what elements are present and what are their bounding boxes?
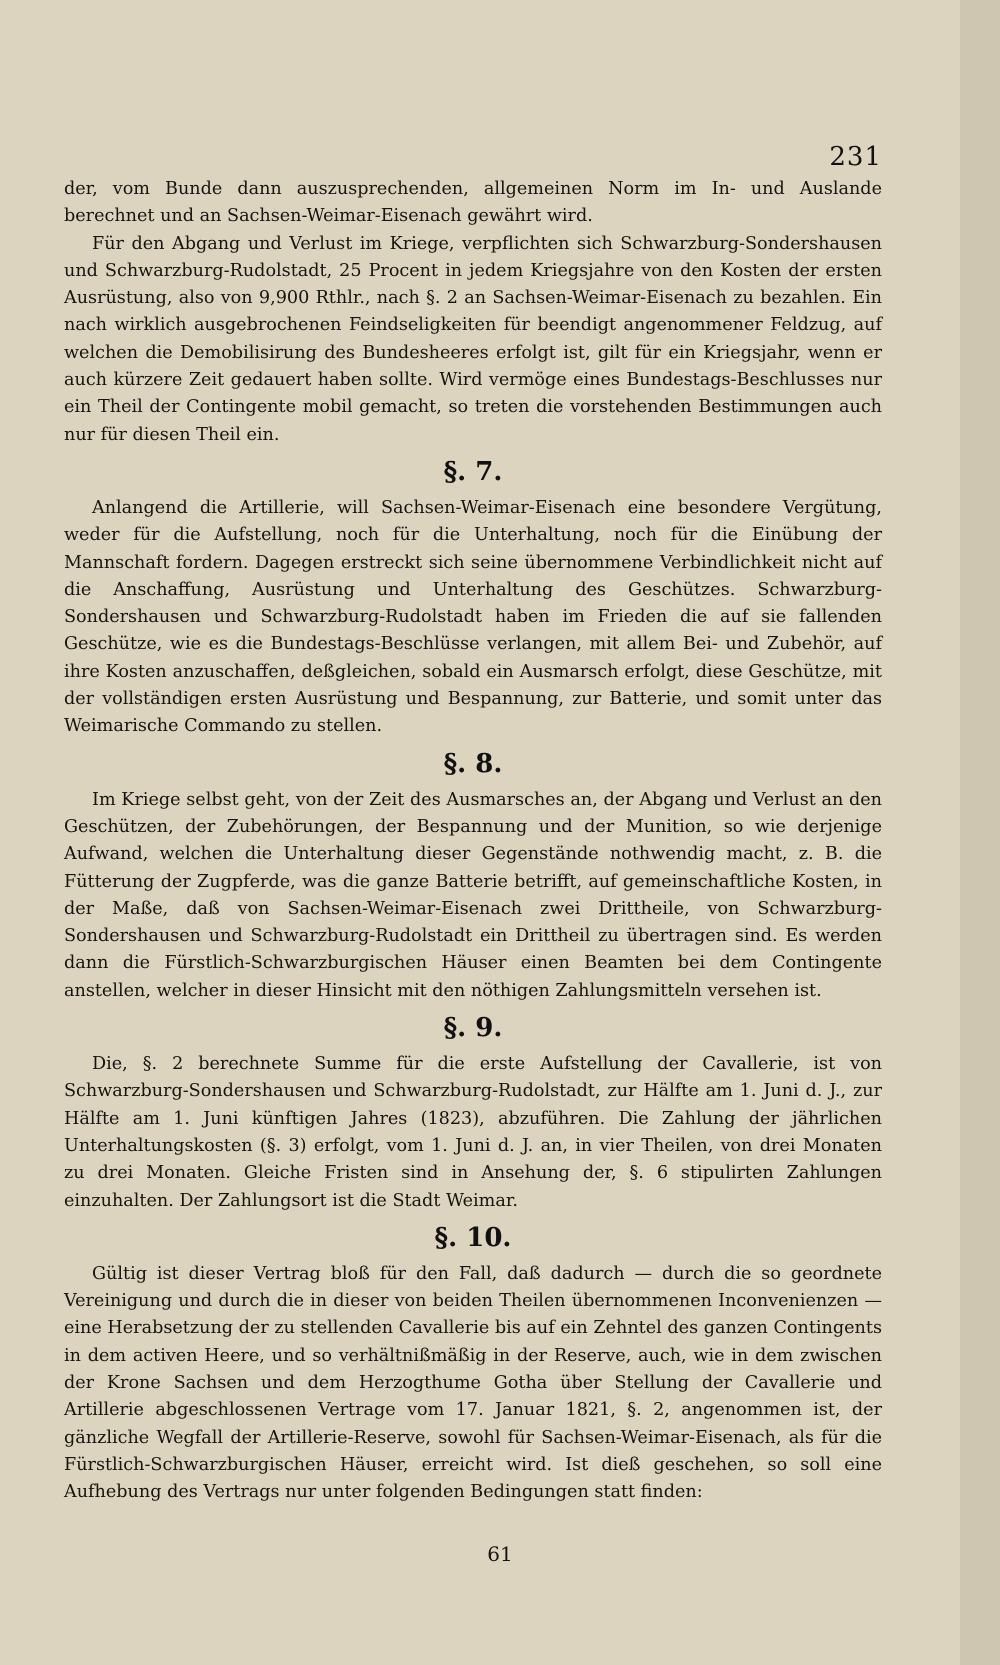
signature-mark: 61	[487, 1542, 513, 1566]
paragraph: Gültig ist dieser Vertrag bloß für den Fall, daß dadurch — durch die so geordnete Vereinigung und durch die in dieser von beiden Theilen übernommenen Inconvenienzen — eine Herabsetzung der zu stellenden Cavallerie bis auf ein Zehntel des ganzen Contingents in dem activen Heere, und so verhältnißmäßig in der Reserve, auch, wie in dem zwischen der Krone Sachsen und dem Herzogthume Gotha über Stellung der Cavallerie und Artillerie abgeschlossenen Vertrage vom 17. Januar 1821, §. 2, angenommen ist, der gänzliche Wegfall der Artillerie-Reserve, sowohl für Sachsen-Weimar-Eisenach, als für die Fürstlich-Schwarzburgischen Häuser, erreicht wird. Ist dieß geschehen, so soll eine Aufhebung des Vertrags nur unter folgenden Bedingungen statt finden:	[64, 1263, 882, 1503]
paragraph: Die, §. 2 berechnete Summe für die erste Aufstellung der Cavallerie, ist von Schwarzburg-Sondershausen und Schwarzburg-Rudolstadt, zur Hälfte am 1. Juni d. J., zur Hälfte am 1. Juni künftigen Jahres (1823), abzuführen. Die Zahlung der jährlichen Unterhaltungskosten (§. 3) erfolgt, vom 1. Juni d. J. an, in vier Theilen, von drei Monaten zu drei Monaten. Gleiche Fristen sind in Ansehung der, §. 6 stipulirten Zahlungen einzuhalten. Der Zahlungsort ist die Stadt Weimar.	[64, 1054, 882, 1211]
section-heading-9: §. 9.	[443, 1013, 503, 1044]
page-number: 231	[829, 142, 882, 172]
paragraph: der, vom Bunde dann auszusprechenden, allgemeinen Norm im In- und Auslande berechnet und an Sachsen-Weimar-Eisenach gewährt wird.	[64, 179, 882, 227]
section-heading-8: §. 8.	[443, 748, 503, 779]
section-heading-10: §. 10.	[434, 1222, 512, 1253]
page-edge-shadow	[960, 0, 1000, 1665]
paragraph: Anlangend die Artillerie, will Sachsen-Weimar-Eisenach eine besondere Vergütung, weder für die Aufstellung, noch für die Unterhaltung, noch für die Einübung der Mannschaft fordern. Dagegen erstreckt sich seine übernommene Verbindlichkeit nicht auf die Anschaffung, Ausrüstung und Unterhaltung des Geschützes. Schwarzburg-Sondershausen und Schwarzburg-Rudolstadt haben im Frieden die auf sie fallenden Geschütze, wie es die Bundestags-Beschlüsse verlangen, mit allem Bei- und Zubehör, auf ihre Kosten anzuschaffen, deßgleichen, sobald ein Ausmarsch erfolgt, diese Geschütze, mit der vollständigen ersten Ausrüstung und Bespannung, zur Batterie, und somit unter das Weimarische Commando zu stellen.	[64, 497, 882, 737]
section-heading-7: §. 7.	[443, 456, 503, 487]
paragraph: Für den Abgang und Verlust im Kriege, verpflichten sich Schwarzburg-Sondershausen und Schwarzburg-Rudolstadt, 25 Procent in jedem Kriegsjahre von den Kosten der ersten Ausrüstung, also von 9,900 Rthlr., nach §. 2 an Sachsen-Weimar-Eisenach zu bezahlen. Ein nach wirklich ausgebrochenen Feindseligkeiten für beendigt angenommener Feldzug, auf welchen die Demobilisirung des Bundesheeres erfolgt ist, gilt für ein Kriegsjahr, wenn er auch kürzere Zeit gedauert haben sollte. Wird vermöge eines Bundestags-Beschlusses nur ein Theil der Contingente mobil gemacht, so treten die vorstehenden Bestimmungen auch nur für diesen Theil ein.	[64, 233, 882, 445]
paragraph: Im Kriege selbst geht, von der Zeit des Ausmarsches an, der Abgang und Verlust an den Geschützen, der Zubehörungen, der Bespannung und der Munition, so wie derjenige Aufwand, welchen die Unterhaltung dieser Gegenstände nothwendig macht, z. B. die Fütterung der Zugpferde, was die ganze Batterie betrifft, auf gemeinschaftliche Kosten, in der Maße, daß von Sachsen-Weimar-Eisenach zwei Drittheile, von Schwarzburg-Sondershausen und Schwarzburg-Rudolstadt ein Drittheil zu übertragen sind. Es werden dann die Fürstlich-Schwarzburgischen Häuser einen Beamten bei dem Contingente anstellen, welcher in dieser Hinsicht mit den nöthigen Zahlungsmitteln versehen ist.	[64, 789, 882, 1001]
body-text	[64, 176, 882, 1506]
